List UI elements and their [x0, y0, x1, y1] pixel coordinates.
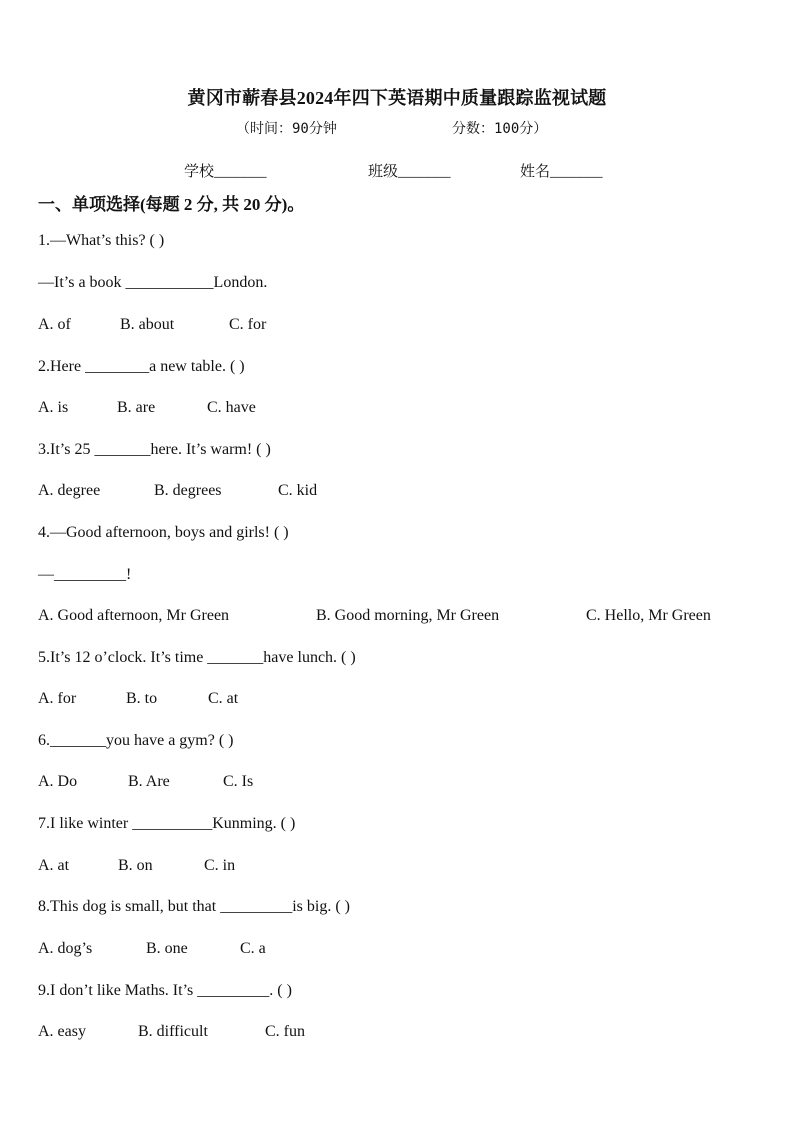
option-b: B. Are — [128, 773, 170, 790]
option-c: C. for — [229, 316, 267, 333]
question-4-answer-line: —_________! — [38, 566, 132, 583]
option-a: A. of — [38, 316, 71, 333]
question-4-stem: 4.—Good afternoon, boys and girls! ( ) — [38, 524, 289, 541]
question-3-stem: 3.It’s 25 _______here. It’s warm! ( ) — [38, 441, 271, 458]
option-c: C. kid — [278, 482, 318, 499]
question-1-answer-line: —It’s a book ___________London. — [38, 274, 268, 291]
page-title: 黄冈市蕲春县2024年四下英语期中质量跟踪监视试题 — [187, 88, 607, 108]
option-a: A. Do — [38, 773, 78, 790]
option-a: A. for — [38, 690, 77, 707]
question-7-stem: 7.I like winter __________Kunming. ( ) — [38, 815, 296, 832]
option-c: C. at — [208, 690, 239, 707]
option-c: C. a — [240, 940, 266, 957]
name-field: 姓名_______ — [520, 164, 603, 180]
option-a: A. degree — [38, 482, 101, 499]
option-c: C. Is — [223, 773, 254, 790]
exam-score: 分数：100分） — [452, 121, 548, 137]
option-a: A. is — [38, 399, 69, 416]
question-1-stem: 1.—What’s this? ( ) — [38, 232, 165, 249]
option-b: B. are — [117, 399, 156, 416]
option-b: B. one — [146, 940, 188, 957]
option-c: C. Hello, Mr Green — [586, 607, 711, 624]
option-b: B. Good morning, Mr Green — [316, 607, 500, 624]
exam-time: （时间：90分钟 — [236, 121, 337, 137]
option-c: C. in — [204, 857, 236, 874]
option-b: B. on — [118, 857, 153, 874]
option-a: A. dog’s — [38, 940, 93, 957]
question-9-stem: 9.I don’t like Maths. It’s _________. ( ) — [38, 982, 292, 999]
question-6-stem: 6._______you have a gym? ( ) — [38, 732, 234, 749]
option-a: A. easy — [38, 1023, 86, 1040]
question-8-stem: 8.This dog is small, but that _________is big. ( ) — [38, 898, 350, 915]
option-b: B. to — [126, 690, 158, 707]
option-b: B. difficult — [138, 1023, 208, 1040]
school-field: 学校_______ — [184, 164, 267, 180]
option-c: C. fun — [265, 1023, 305, 1040]
option-b: B. about — [120, 316, 175, 333]
class-field: 班级_______ — [368, 164, 451, 180]
option-a: A. Good afternoon, Mr Green — [38, 607, 230, 624]
section-heading: 一、单项选择(每题 2 分, 共 20 分)。 — [38, 195, 305, 214]
question-2-stem: 2.Here ________a new table. ( ) — [38, 358, 245, 375]
question-5-stem: 5.It’s 12 o’clock. It’s time _______have lunch. ( ) — [38, 649, 356, 666]
option-a: A. at — [38, 857, 70, 874]
option-c: C. have — [207, 399, 256, 416]
option-b: B. degrees — [154, 482, 222, 499]
